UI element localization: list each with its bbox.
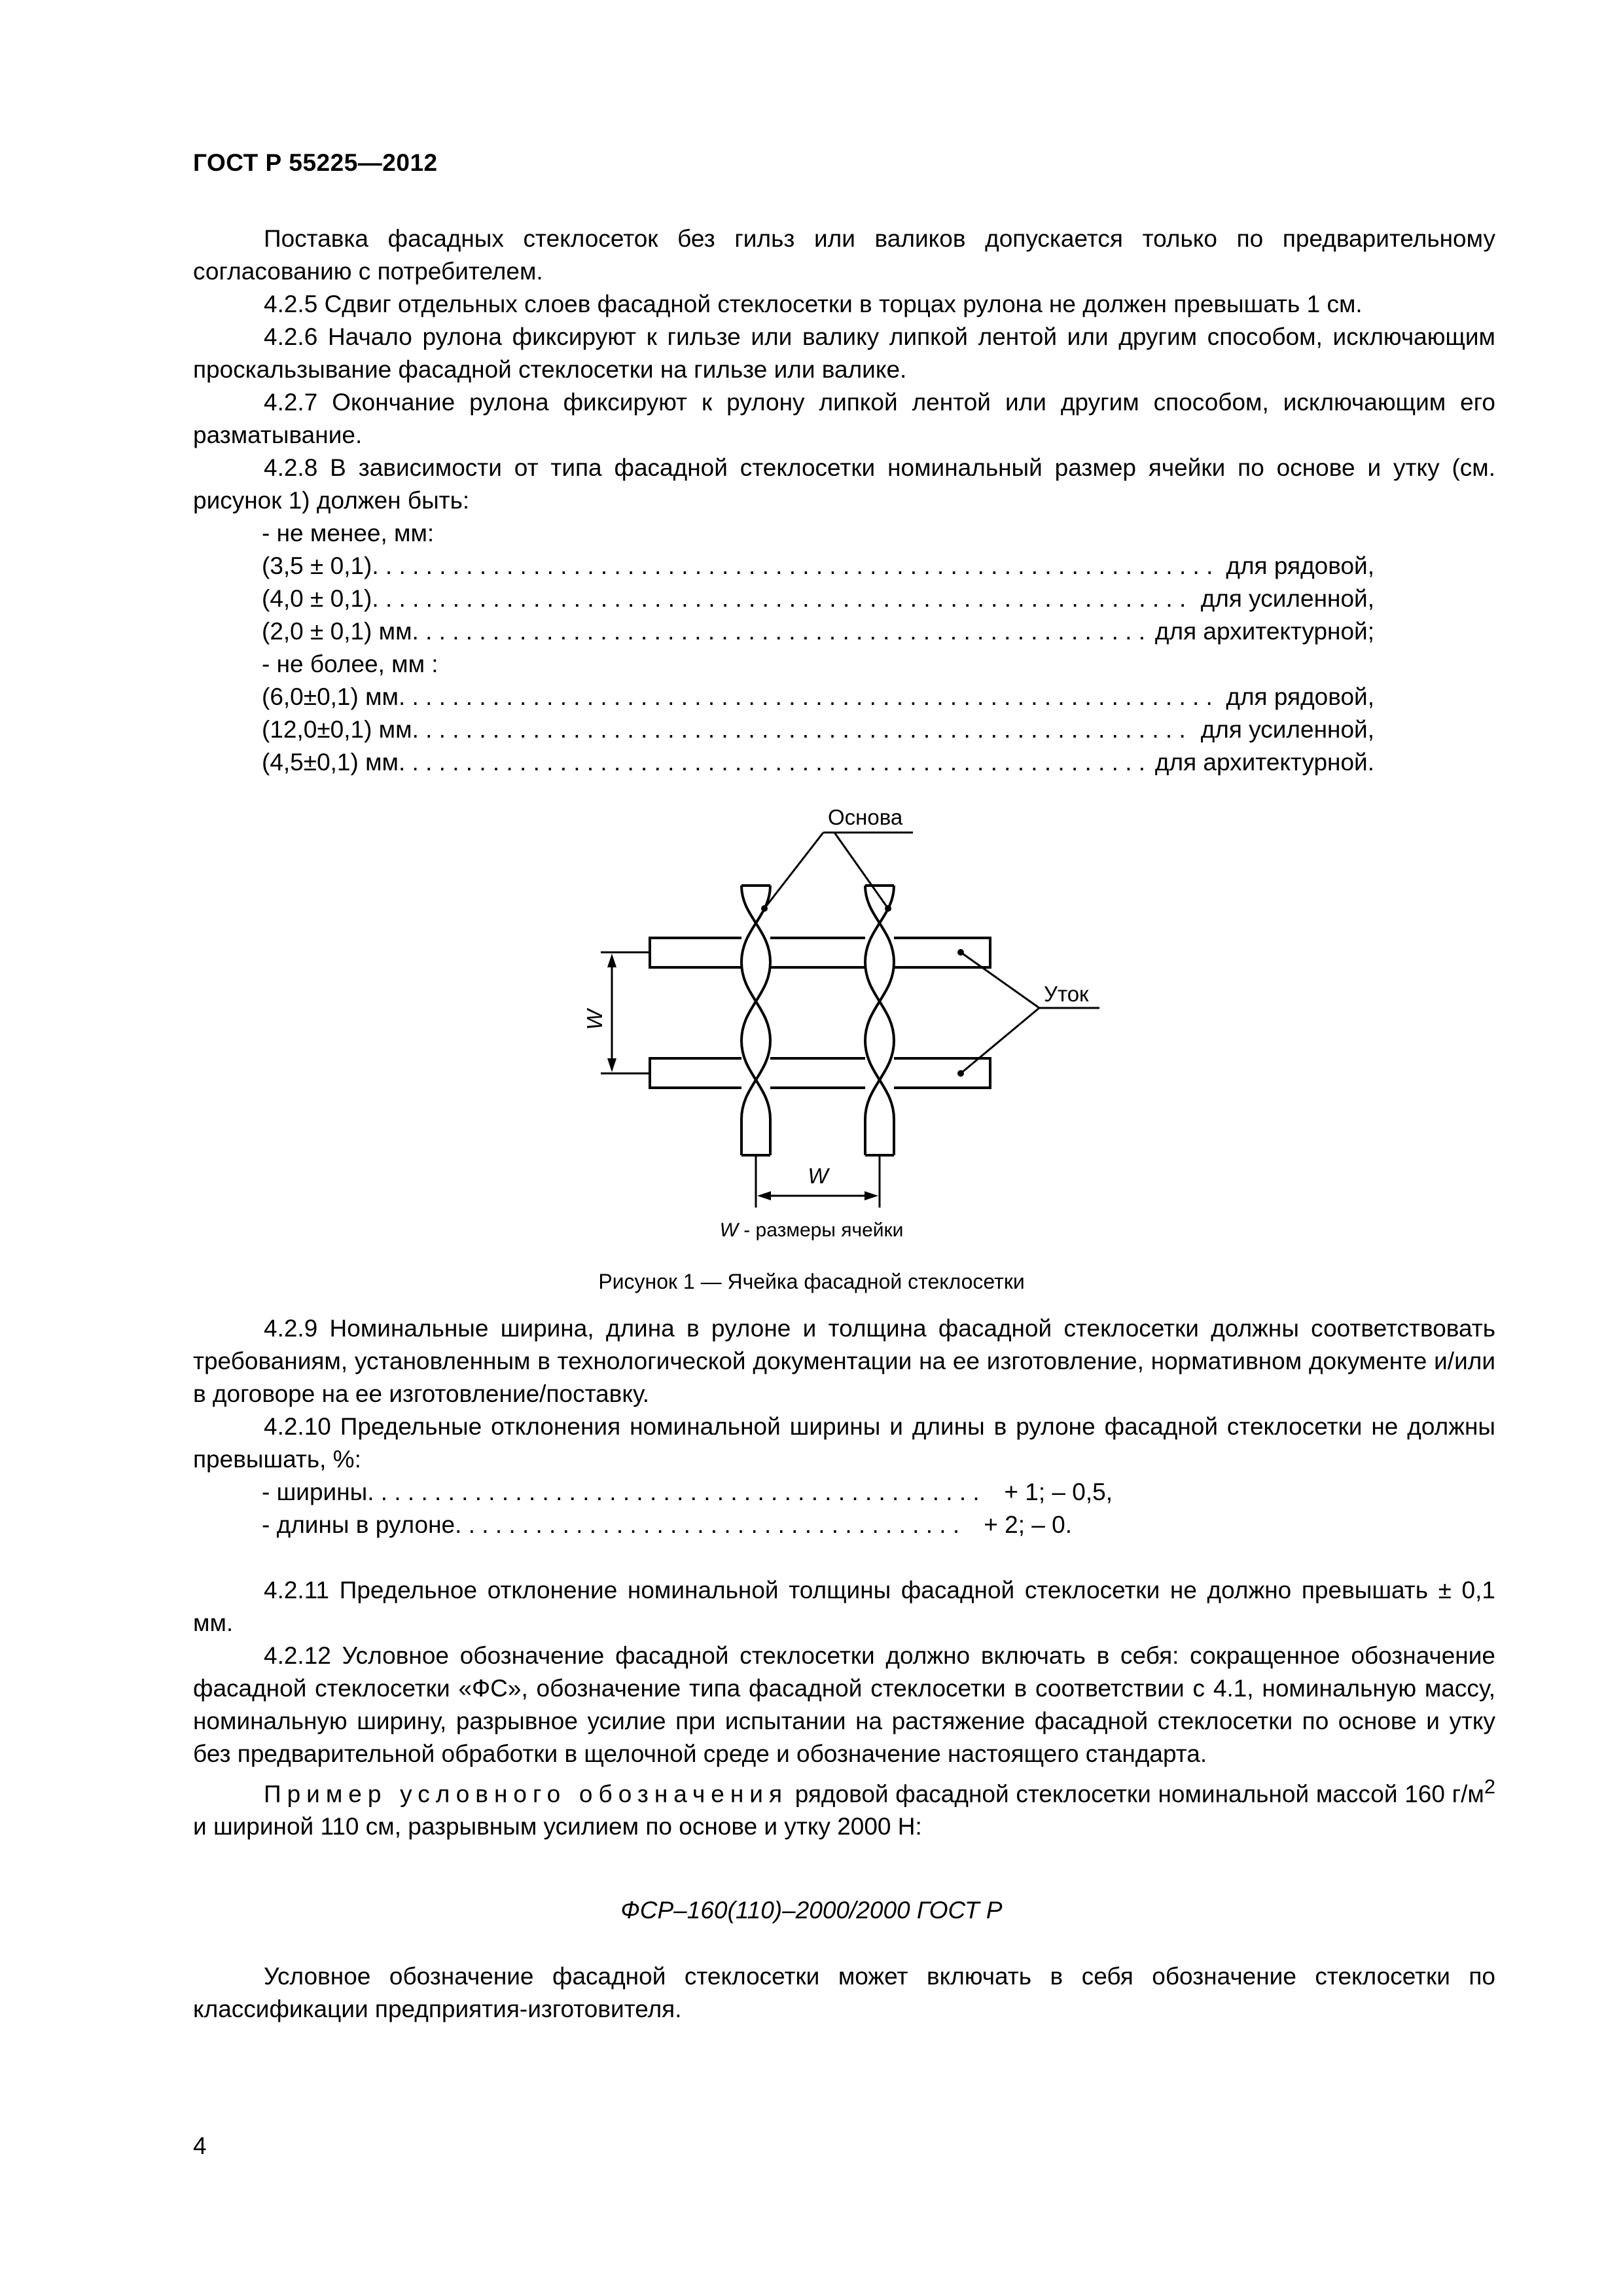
label-warp: Основа <box>828 805 903 829</box>
dot-leader <box>367 1476 986 1509</box>
mesh-type: для усиленной, <box>1200 716 1374 743</box>
section-text-final <box>193 1960 1495 2026</box>
mesh-type: для рядовой, <box>1226 552 1374 579</box>
section-text-bottom <box>193 1574 1495 1843</box>
mesh-type: для архитектурной; <box>1154 618 1374 645</box>
warp-thread-left <box>741 886 770 1155</box>
size-value: (3,5 ± 0,1) <box>262 552 372 579</box>
size-value: (2,0 ± 0,1) мм <box>262 618 412 645</box>
paragraph-final: Условное обозначение фасадной стеклосетки может включать в себя обозначение стеклосетки по классификации предприятия-изготовителя. <box>193 1963 1495 2022</box>
list-item <box>262 1509 1113 1541</box>
weft-threads <box>650 938 990 1088</box>
legend-text: - размеры ячейки <box>738 1219 904 1241</box>
mesh-type: для архитектурной. <box>1154 749 1374 776</box>
deviation-value: + 1; – 0,5, <box>1004 1479 1113 1505</box>
page-number: 4 <box>193 2132 207 2159</box>
example-superscript: 2 <box>1484 1775 1496 1798</box>
min-size-label: - не менее, мм: <box>262 520 435 547</box>
vertical-dim-arrow-down <box>607 1058 616 1072</box>
example-text-b: и шириной 110 см, разрывным усилием по основе и утку 2000 Н: <box>193 1813 922 1840</box>
horizontal-dim-arrow-left <box>757 1191 771 1200</box>
figure-caption: Рисунок 1 — Ячейка фасадной стеклосетки <box>598 1270 1025 1293</box>
paragraph-4-2-11: 4.2.11 Предельное отклонение номинальной толщины фасадной стеклосетки не должно превышать ± 0,1 мм. <box>193 1577 1495 1636</box>
paragraph-example <box>193 1770 1495 1843</box>
dot-leader <box>455 1509 965 1541</box>
weft-thread-bottom <box>650 1058 990 1088</box>
paragraph-delivery: Поставка фасадных стеклосеток без гильз или валиков допускается только по предварительному согласованию с потребителем. <box>193 225 1495 285</box>
paragraph-4-2-7: 4.2.7 Окончание рулона фиксируют к рулону липкой лентой или другим способом, исключающим его разматывание. <box>193 389 1495 448</box>
deviation-value: + 2; – 0. <box>984 1511 1072 1538</box>
section-text-mid <box>193 1312 1495 1476</box>
legend-symbol: W <box>719 1219 738 1241</box>
example-designation: ФСР–160(110)–2000/2000 ГОСТ Р <box>620 1897 1003 1924</box>
paragraph-4-2-8: 4.2.8 В зависимости от типа фасадной стеклосетки номинальный размер ячейки по основе и утку (см. рисунок 1) должен быть: <box>193 454 1495 514</box>
label-w-vertical: W <box>582 1009 607 1030</box>
leader-dots <box>761 905 964 1077</box>
label-w-horizontal: W <box>808 1164 829 1188</box>
document-header: ГОСТ Р 55225—2012 <box>193 149 438 176</box>
paragraph-4-2-6: 4.2.6 Начало рулона фиксируют к гильзе или валику липкой лентой или другим способом, исключающим проскальзывание фасадной стеклосетки на гильзе или валике. <box>193 323 1495 383</box>
paragraph-4-2-5: 4.2.5 Сдвиг отдельных слоев фасадной стеклосетки в торцах рулона не должен превышать 1 см. <box>264 291 1363 317</box>
size-value: (6,0±0,1) мм <box>262 683 399 710</box>
deviation-label: - ширины <box>262 1479 368 1505</box>
warp-leader-left <box>764 833 823 908</box>
list-item <box>262 1476 1113 1509</box>
vertical-dim-arrow-up <box>607 954 616 967</box>
mesh-type: для усиленной, <box>1200 585 1374 612</box>
deviation-label: - длины в рулоне <box>262 1511 455 1538</box>
example-text-a: рядовой фасадной стеклосетки номинальной массой 160 г/м <box>788 1780 1484 1808</box>
paragraph-4-2-9: 4.2.9 Номинальные ширина, длина в рулоне и толщина фасадной стеклосетки должны соответствовать требованиям, установленным в технологической документации на ее изготовление, нормативном документе и/или в договоре на ее изготовление/поставку. <box>193 1315 1495 1407</box>
figure-legend <box>0 1219 1623 1242</box>
weft-leader-bottom <box>961 1008 1039 1073</box>
warp-thread-right <box>865 886 894 1155</box>
label-weft: Уток <box>1044 982 1089 1006</box>
paragraph-4-2-12: 4.2.12 Условное обозначение фасадной стеклосетки должно включать в себя: сокращенное обозначение фасадной стеклосетки «ФС», обозначение типа фасадной стеклосетки в соответствии с 4.1, номинальную массу, номинальную ширину, разрывное усилие при испытании на растяжение фасадной стеклосетки по основе и утку без предварительной обработки в щелочной среде и обозначение настоящего стандарта. <box>193 1642 1495 1767</box>
size-value: (4,5±0,1) мм <box>262 749 399 776</box>
paragraph-4-2-10: 4.2.10 Предельные отклонения номинальной ширины и длины в рулоне фасадной стеклосетки не должны превышать, %: <box>193 1413 1495 1473</box>
max-size-label: - не более, мм : <box>262 651 438 677</box>
horizontal-dim-arrow-right <box>865 1191 878 1200</box>
mesh-type: для рядовой, <box>1226 683 1374 710</box>
weft-thread-top <box>650 938 990 967</box>
deviation-list <box>262 1476 1113 1541</box>
example-heading: Пример условного обозначения <box>264 1780 789 1808</box>
weft-leader-top <box>961 952 1039 1008</box>
size-value: (12,0±0,1) мм <box>262 716 412 743</box>
warp-leader-right <box>834 833 888 908</box>
size-value: (4,0 ± 0,1) <box>262 585 372 612</box>
